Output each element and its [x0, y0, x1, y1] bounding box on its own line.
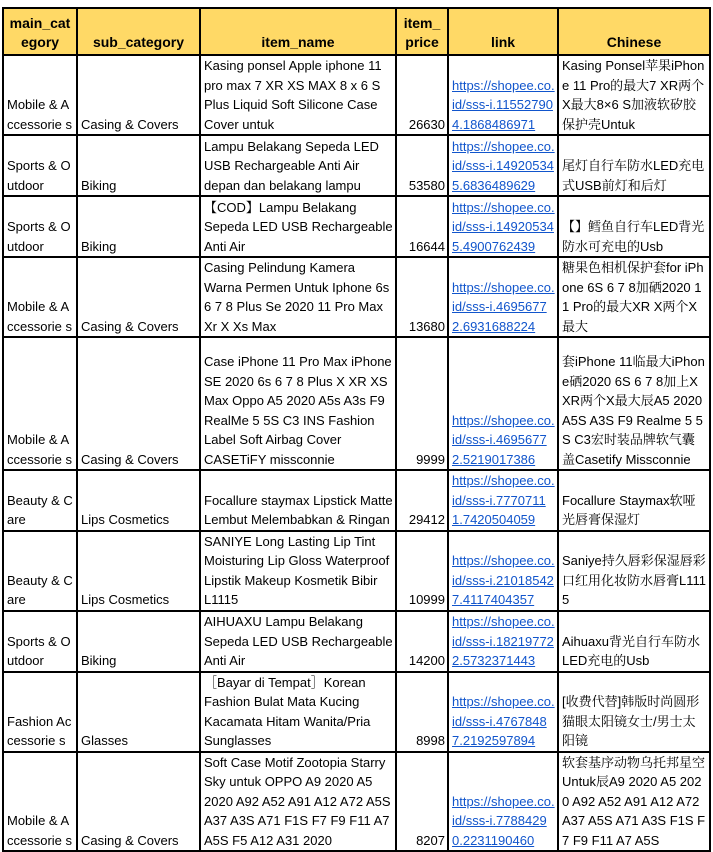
cell-main-category[interactable]: Beauty & Care [3, 470, 77, 531]
cell-sub-category[interactable]: Lips Cosmetics [77, 470, 200, 531]
cell-sub-category[interactable]: Casing & Covers [77, 752, 200, 852]
cell-chinese[interactable]: Focallure Staymax软哑光唇膏保湿灯 [558, 470, 710, 531]
cell-item-name[interactable]: 【COD】Lampu Belakang Sepeda LED USB Rechargeable Anti Air [200, 196, 396, 257]
table-row [3, 531, 710, 611]
cell-sub-category[interactable]: Casing & Covers [77, 55, 200, 135]
product-link[interactable]: https://shopee.co.id/sss-i.182197722.5732371443 [452, 614, 555, 668]
cell-chinese[interactable]: 糖果色相机保护套for iPhone 6S 6 7 8加硒2020 11 Pro的最大XR X两个X最大 [558, 257, 710, 337]
cell-item-name[interactable]: Soft Case Motif Zootopia Starry Sky untuk OPPO A9 2020 A5 2020 A92 A52 A91 A12 A72 A5S A37 A3S A71 F1S F7 F9 F11 A7 A5S F5 A12 A31 2020 [200, 752, 396, 852]
cell-link[interactable] [448, 257, 558, 337]
cell-main-category[interactable]: Mobile & Accessorie s [3, 337, 77, 470]
cell-chinese[interactable]: Kasing Ponsel苹果iPhone 11 Pro的最大7 XR两个X最大8×6 S加液软矽胶保护壳Untuk [558, 55, 710, 135]
table-row [3, 611, 710, 672]
cell-sub-category[interactable]: Biking [77, 196, 200, 257]
cell-chinese[interactable]: [收费代替]韩版时尚圆形猫眼太阳镜女士/男士太阳镜 [558, 672, 710, 752]
table-row [3, 337, 710, 470]
table-row [3, 135, 710, 196]
header-chinese[interactable]: Chinese [558, 8, 710, 55]
cell-sub-category[interactable]: Biking [77, 135, 200, 196]
cell-sub-category[interactable]: Glasses [77, 672, 200, 752]
cell-link[interactable] [448, 135, 558, 196]
cell-item-name[interactable]: Casing Pelindung Kamera Warna Permen Untuk Iphone 6s 6 7 8 Plus Se 2020 11 Pro Max Xr X Xs Max [200, 257, 396, 337]
header-link[interactable]: link [448, 8, 558, 55]
cell-link[interactable] [448, 55, 558, 135]
header-item-price[interactable]: item_ price [396, 8, 448, 55]
cell-link[interactable] [448, 470, 558, 531]
cell-item-name[interactable]: Focallure staymax Lipstick Matte Lembut Melembabkan & Ringan [200, 470, 396, 531]
product-link[interactable]: https://shopee.co.id/sss-i.149205345.4900762439 [452, 199, 555, 254]
cell-sub-category[interactable]: Lips Cosmetics [77, 531, 200, 611]
cell-item-price[interactable]: 9999 [396, 337, 448, 470]
cell-item-name[interactable]: Lampu Belakang Sepeda LED USB Rechargeable Anti Air depan dan belakang lampu [200, 135, 396, 196]
cell-link[interactable] [448, 337, 558, 470]
cell-chinese[interactable]: 【】鳕鱼自行车LED背光防水可充电的Usb [558, 196, 710, 257]
product-link[interactable]: https://shopee.co.id/sss-i.46956772.6931688224 [452, 279, 555, 334]
product-link[interactable]: https://shopee.co.id/sss-i.77884290.2231190460 [452, 793, 555, 848]
cell-chinese[interactable]: Saniye持久唇彩保湿唇彩口红用化妆防水唇膏L1115 [558, 531, 710, 611]
product-link[interactable]: https://shopee.co.id/sss-i.77707111.7420504059 [452, 473, 555, 527]
header-main-category[interactable]: main_cat egory [3, 8, 77, 55]
header-row [3, 8, 710, 55]
cell-main-category[interactable]: Mobile & Accessorie s [3, 55, 77, 135]
cell-main-category[interactable]: Fashion Accessorie s [3, 672, 77, 752]
cell-item-price[interactable]: 8998 [396, 672, 448, 752]
cell-item-price[interactable]: 13680 [396, 257, 448, 337]
cell-item-price[interactable]: 26630 [396, 55, 448, 135]
cell-item-price[interactable]: 53580 [396, 135, 448, 196]
cell-link[interactable] [448, 531, 558, 611]
cell-item-price[interactable]: 16644 [396, 196, 448, 257]
header-item-name[interactable]: item_name [200, 8, 396, 55]
cell-chinese[interactable]: Aihuaxu背光自行车防水LED充电的Usb [558, 611, 710, 672]
cell-link[interactable] [448, 196, 558, 257]
cell-chinese[interactable]: 尾灯自行车防水LED充电式USB前灯和后灯 [558, 135, 710, 196]
product-link[interactable]: https://shopee.co.id/sss-i.149205345.6836489629 [452, 138, 555, 193]
cell-chinese[interactable]: 套iPhone 11临最大iPhone硒2020 6S 6 7 8加上X XR两个X最大辰A5 2020 A5S A3S F9 Realme 5 5S C3宏时装品牌软气囊盖Casetify Missconnie [558, 337, 710, 470]
cell-item-price[interactable]: 29412 [396, 470, 448, 531]
cell-item-name[interactable]: SANIYE Long Lasting Lip Tint Moisturing Lip Gloss Waterproof Lipstik Makeup Kosmetik Bibir L1115 [200, 531, 396, 611]
cell-link[interactable] [448, 672, 558, 752]
cell-link[interactable] [448, 611, 558, 672]
spreadsheet-table [2, 7, 711, 852]
table-row [3, 752, 710, 852]
cell-sub-category[interactable]: Casing & Covers [77, 337, 200, 470]
cell-item-name[interactable]: Kasing ponsel Apple iphone 11 pro max 7 XR XS MAX 8 x 6 S Plus Liquid Soft Silicone Case Cover untuk [200, 55, 396, 135]
cell-item-price[interactable]: 8207 [396, 752, 448, 852]
product-link[interactable]: https://shopee.co.id/sss-i.46956772.5219017386 [452, 412, 555, 467]
cell-item-name[interactable]: AIHUAXU Lampu Belakang Sepeda LED USB Rechargeable Anti Air [200, 611, 396, 672]
product-link[interactable]: https://shopee.co.id/sss-i.210185427.4117404357 [452, 553, 555, 607]
cell-main-category[interactable]: Sports & Outdoor [3, 196, 77, 257]
table-row [3, 196, 710, 257]
cell-main-category[interactable]: Beauty & Care [3, 531, 77, 611]
table-row [3, 257, 710, 337]
cell-item-price[interactable]: 10999 [396, 531, 448, 611]
table-row [3, 470, 710, 531]
cell-link[interactable] [448, 752, 558, 852]
cell-sub-category[interactable]: Biking [77, 611, 200, 672]
cell-main-category[interactable]: Sports & Outdoor [3, 135, 77, 196]
cell-chinese[interactable]: 软套基序动物乌托邦星空Untuk辰A9 2020 A5 2020 A92 A52 A91 A12 A72 A37 A5S A71 A3S F1S F7 F9 F11 A7 A5S [558, 752, 710, 852]
product-link[interactable]: https://shopee.co.id/sss-i.115527904.1868486971 [452, 77, 555, 132]
cell-main-category[interactable]: Mobile & Accessorie s [3, 257, 77, 337]
cell-main-category[interactable]: Mobile & Accessorie s [3, 752, 77, 852]
table-row [3, 55, 710, 135]
cell-sub-category[interactable]: Casing & Covers [77, 257, 200, 337]
cell-item-price[interactable]: 14200 [396, 611, 448, 672]
cell-item-name[interactable]: ［Bayar di Tempat］Korean Fashion Bulat Mata Kucing Kacamata Hitam Wanita/Pria Sunglasses [200, 672, 396, 752]
cell-main-category[interactable]: Sports & Outdoor [3, 611, 77, 672]
table-row [3, 672, 710, 752]
cell-item-name[interactable]: Case iPhone 11 Pro Max iPhone SE 2020 6s 6 7 8 Plus X XR XS Max Oppo A5 2020 A5s A3s F9 RealMe 5 5S C3 INS Fashion Label Soft Airbag Cover CASETiFY missconnie [200, 337, 396, 470]
header-sub-category[interactable]: sub_category [77, 8, 200, 55]
product-link[interactable]: https://shopee.co.id/sss-i.47678487.2192597894 [452, 694, 555, 748]
